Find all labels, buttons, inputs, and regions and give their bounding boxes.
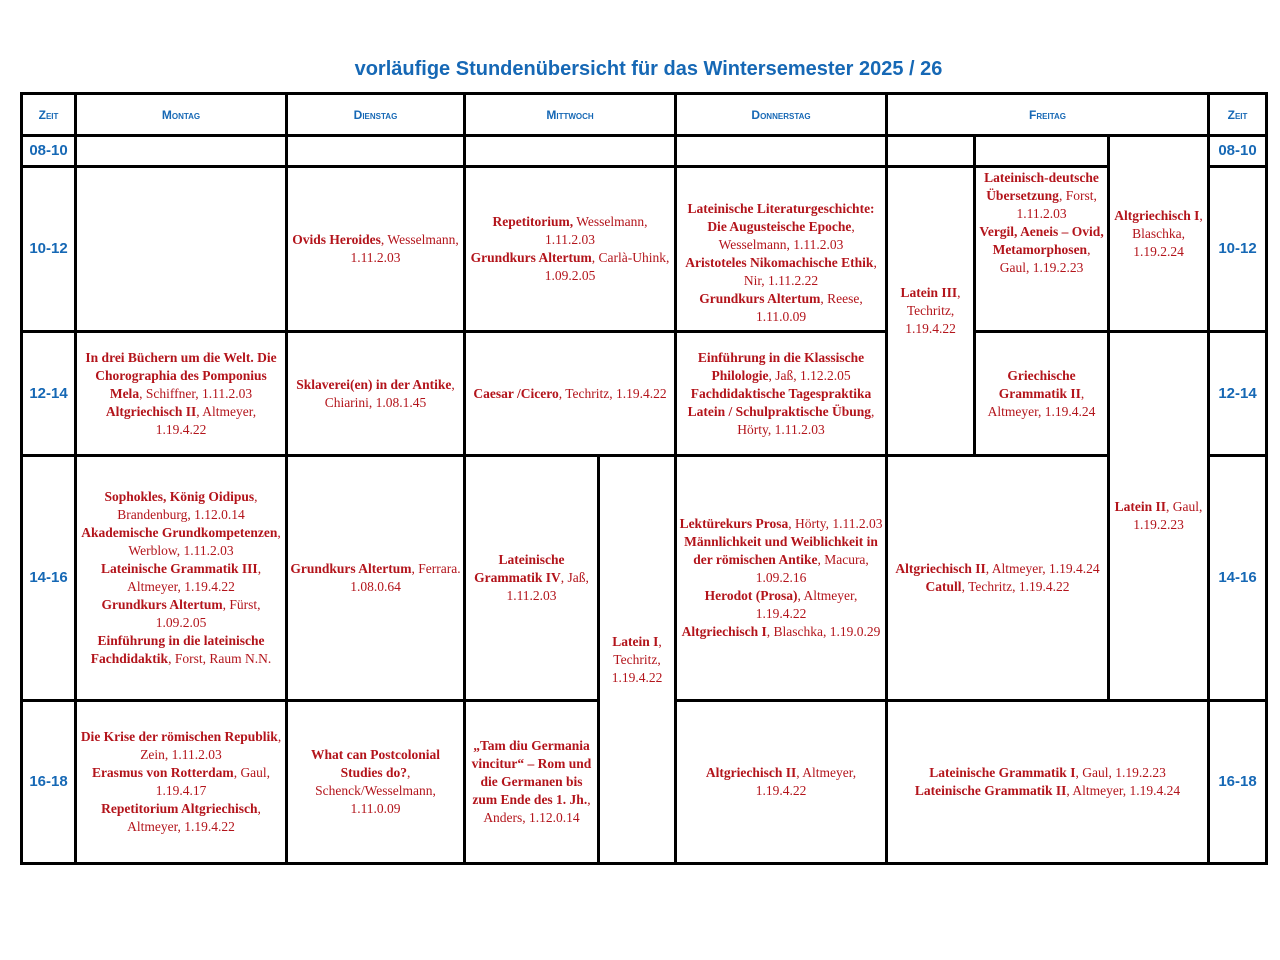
course-entry: [79, 488, 283, 524]
course-title: Lateinische Grammatik III: [100, 561, 258, 577]
course-details: , Techritz, 1.19.4.22: [558, 385, 667, 401]
cell-freitag-a-08: [888, 137, 976, 168]
course-details: , Wesselmann, 1.11.2.03: [350, 232, 459, 266]
course-details: , Gaul, 1.19.2.23: [1133, 499, 1203, 533]
course-title: Latein I: [612, 633, 659, 649]
course-details: , Forst, 1.11.2.03: [1016, 188, 1097, 222]
course-details: , Carlà-Uhink, 1.09.2.05: [544, 250, 670, 284]
cell-dienstag-12: [288, 333, 466, 457]
course-title: In drei Büchern um die Welt. Die Chorographia des Pomponius Mela: [85, 349, 277, 401]
course-entry: [290, 560, 461, 596]
time-14-16-right: 14-16: [1210, 457, 1268, 702]
course-entry: [679, 349, 883, 385]
course-details: , Nir, 1.11.2.22: [743, 254, 877, 288]
course-title: Sophokles, König Oidipus: [104, 489, 255, 505]
header-zeit-left: Zeit: [23, 95, 77, 137]
cell-mittwoch-12: [466, 333, 677, 457]
course-details: , Techritz, 1.19.4.22: [611, 633, 663, 685]
cell-dienstag-10: [288, 168, 466, 333]
course-details: , Wesselmann, 1.11.2.03: [718, 218, 855, 252]
course-entry: [679, 385, 883, 439]
course-entry: [79, 800, 283, 836]
course-entry: [1112, 207, 1205, 261]
course-title: Vergil, Aeneis – Ovid, Metamorphosen: [979, 224, 1104, 258]
course-details: , Chiarini, 1.08.1.45: [324, 376, 455, 410]
course-entry: [890, 284, 971, 338]
header-zeit-right: Zeit: [1210, 95, 1268, 137]
course-details: , Altmeyer, 1.19.4.22: [755, 588, 858, 622]
cell-dienstag-08: [288, 137, 466, 168]
course-entry: [679, 290, 883, 326]
course-title: Lateinische Grammatik II: [914, 783, 1067, 799]
cell-montag-14: [77, 457, 288, 702]
cell-donnerstag-14: [677, 457, 888, 702]
course-entry: [679, 764, 883, 800]
cell-freitag-a-10-14: [888, 168, 976, 457]
course-details: , Jaß, 1.12.2.05: [768, 367, 851, 383]
header-freitag: Freitag: [888, 95, 1210, 137]
course-title: Griechische Grammatik II: [998, 367, 1081, 401]
course-entry: [468, 249, 672, 285]
course-entry: [978, 169, 1105, 223]
cell-montag-16: [77, 702, 288, 865]
course-entry: [79, 560, 283, 596]
cell-dienstag-16: [288, 702, 466, 865]
course-title: Lektürekurs Prosa: [679, 516, 789, 532]
course-title: Lateinische Grammatik IV: [474, 552, 565, 586]
cell-mittwoch-08: [466, 137, 677, 168]
cell-donnerstag-16: [677, 702, 888, 865]
course-title: Fachdidaktische Tagespraktika Latein / Schulpraktische Übung: [687, 385, 872, 419]
course-entry: [79, 524, 283, 560]
time-10-12-left: 10-12: [23, 168, 77, 333]
cell-dienstag-14: [288, 457, 466, 702]
course-title: Lateinische Literaturgeschichte: Die Augusteische Epoche: [687, 200, 875, 234]
course-entry: [679, 623, 883, 641]
course-title: Altgriechisch I: [681, 624, 767, 640]
header-dienstag: Dienstag: [288, 95, 466, 137]
course-entry: [679, 533, 883, 587]
course-title: Herodot (Prosa): [704, 588, 798, 604]
cell-freitag-ab-14: [888, 457, 1110, 702]
course-details: , Altmeyer, 1.19.4.22: [155, 403, 257, 437]
course-entry: [890, 578, 1105, 596]
course-entry: [290, 376, 461, 412]
cell-freitag-b-10: [976, 168, 1110, 333]
course-title: Einführung in die Klassische Philologie: [697, 349, 865, 383]
course-title: Sklaverei(en) in der Antike: [296, 376, 452, 392]
course-details: , Ferrara. 1.08.0.64: [350, 561, 461, 595]
course-details: , Anders, 1.12.0.14: [483, 792, 591, 826]
time-16-18-left: 16-18: [23, 702, 77, 865]
course-entry: [1112, 498, 1205, 534]
course-title: What can Postcolonial Studies do?: [310, 747, 440, 781]
course-title: Repetitorium,: [492, 214, 574, 230]
course-details: , Hörty, 1.11.2.03: [737, 403, 875, 437]
course-details: , Hörty, 1.11.2.03: [788, 516, 883, 532]
course-entry: [79, 632, 283, 668]
course-entry: [79, 728, 283, 764]
course-title: Latein II: [1114, 499, 1167, 515]
course-details: , Macura, 1.09.2.16: [755, 552, 869, 586]
time-12-14-right: 12-14: [1210, 333, 1268, 457]
course-details: , Techritz, 1.19.4.22: [961, 579, 1070, 595]
cell-montag-08: [77, 137, 288, 168]
course-details: , Zein, 1.11.2.03: [140, 729, 282, 763]
time-08-10-right: 08-10: [1210, 137, 1268, 168]
course-title: Männlichkeit und Weiblichkeit in der römischen Antike: [684, 534, 878, 568]
course-title: Erasmus von Rotterdam: [91, 765, 234, 781]
course-details: , Blaschka, 1.19.0.29: [766, 624, 881, 640]
course-entry: [468, 213, 672, 249]
course-details: , Altmeyer, 1.19.4.22: [755, 765, 857, 799]
course-title: Aristoteles Nikomachische Ethik: [685, 254, 874, 270]
course-entry: [978, 223, 1105, 277]
course-details: , Gaul, 1.19.4.17: [155, 765, 271, 799]
course-entry: [290, 231, 461, 267]
cell-freitag-16: [888, 702, 1210, 865]
course-details: , Altmeyer, 1.19.4.24: [985, 561, 1100, 577]
cell-freitag-c-08-12: [1110, 137, 1210, 333]
course-details: , Forst, Raum N.N.: [168, 651, 272, 667]
course-details: Wesselmann, 1.11.2.03: [544, 214, 648, 248]
course-details: , Altmeyer, 1.19.4.22: [127, 561, 262, 595]
course-title: Einführung in die lateinische Fachdidaktik: [90, 633, 265, 667]
course-title: Altgriechisch II: [705, 765, 797, 781]
course-details: , Altmeyer, 1.19.4.24: [1066, 783, 1181, 799]
cell-donnerstag-12: [677, 333, 888, 457]
course-details: , Gaul, 1.19.2.23: [999, 242, 1091, 276]
time-16-18-right: 16-18: [1210, 702, 1268, 865]
header-montag: Montag: [77, 95, 288, 137]
course-entry: [890, 782, 1205, 800]
course-entry: [679, 587, 883, 623]
course-entry: [602, 633, 672, 687]
course-details: , Fürst, 1.09.2.05: [155, 597, 261, 631]
course-entry: [890, 560, 1105, 578]
course-entry: [290, 746, 461, 818]
course-title: Altgriechisch I: [1114, 207, 1200, 223]
course-details: , Gaul, 1.19.2.23: [1075, 765, 1166, 781]
header-mittwoch: Mittwoch: [466, 95, 677, 137]
course-details: , Reese, 1.11.0.09: [755, 290, 863, 324]
course-title: Die Krise der römischen Republik: [80, 729, 278, 745]
course-entry: [679, 200, 883, 254]
course-details: , Schiffner, 1.11.2.03: [139, 385, 253, 401]
cell-mittwoch-b-14-18: [600, 457, 677, 865]
course-title: Lateinisch-deutsche Übersetzung: [984, 170, 1099, 204]
cell-montag-10: [77, 168, 288, 333]
header-donnerstag: Donnerstag: [677, 95, 888, 137]
course-entry: [978, 367, 1105, 421]
course-details: , Werblow, 1.11.2.03: [128, 525, 281, 559]
course-entry: [468, 551, 595, 605]
course-title: Altgriechisch II: [895, 561, 986, 577]
course-title: „Tam diu Germania vincitur“ – Rom und die Germanen bis zum Ende des 1. Jh.: [471, 738, 592, 808]
course-title: Grundkurs Altertum: [290, 561, 412, 577]
course-entry: [79, 403, 283, 439]
course-details: , Blaschka, 1.19.2.24: [1132, 207, 1203, 259]
course-details: , Jaß, 1.11.2.03: [506, 570, 589, 604]
cell-freitag-b-12: [976, 333, 1110, 457]
course-title: Caesar /Cicero: [473, 385, 559, 401]
cell-mittwoch-a-16: [466, 702, 600, 865]
time-12-14-left: 12-14: [23, 333, 77, 457]
cell-freitag-b-08: [976, 137, 1110, 168]
cell-freitag-c-12-16: [1110, 333, 1210, 702]
time-10-12-right: 10-12: [1210, 168, 1268, 333]
course-entry: [468, 737, 595, 827]
course-details: , Altmeyer, 1.19.4.22: [127, 801, 261, 835]
course-title: Grundkurs Altertum: [699, 290, 821, 306]
time-08-10-left: 08-10: [23, 137, 77, 168]
course-title: Altgriechisch II: [105, 403, 197, 419]
course-title: Ovids Heroides: [292, 232, 381, 248]
cell-donnerstag-10: [677, 168, 888, 333]
course-details: , Schenck/Wesselmann, 1.11.0.09: [315, 765, 436, 817]
course-title: Latein III: [900, 285, 958, 301]
course-entry: [79, 596, 283, 632]
course-entry: [679, 515, 883, 533]
course-title: Akademische Grundkompetenzen: [81, 525, 278, 541]
course-entry: [468, 385, 672, 403]
course-entry: [890, 764, 1205, 782]
course-title: Grundkurs Altertum: [470, 250, 592, 266]
course-title: Catull: [925, 579, 962, 595]
course-details: , Brandenburg, 1.12.0.14: [117, 489, 258, 523]
course-entry: [679, 254, 883, 290]
course-details: , Techritz, 1.19.4.22: [905, 285, 961, 337]
cell-montag-12: [77, 333, 288, 457]
time-14-16-left: 14-16: [23, 457, 77, 702]
course-details: , Altmeyer, 1.19.4.24: [987, 385, 1096, 419]
cell-mittwoch-a-14: [466, 457, 600, 702]
course-title: Lateinische Grammatik I: [929, 765, 1076, 781]
cell-donnerstag-08: [677, 137, 888, 168]
page-title: vorläufige Stundenübersicht für das Wintersemester 2025 / 26: [354, 58, 943, 80]
course-title: Grundkurs Altertum: [101, 597, 223, 613]
course-entry: [79, 349, 283, 403]
schedule-table: [20, 92, 1268, 865]
course-title: Repetitorium Altgriechisch: [101, 801, 258, 817]
cell-mittwoch-10: [466, 168, 677, 333]
course-entry: [79, 764, 283, 800]
